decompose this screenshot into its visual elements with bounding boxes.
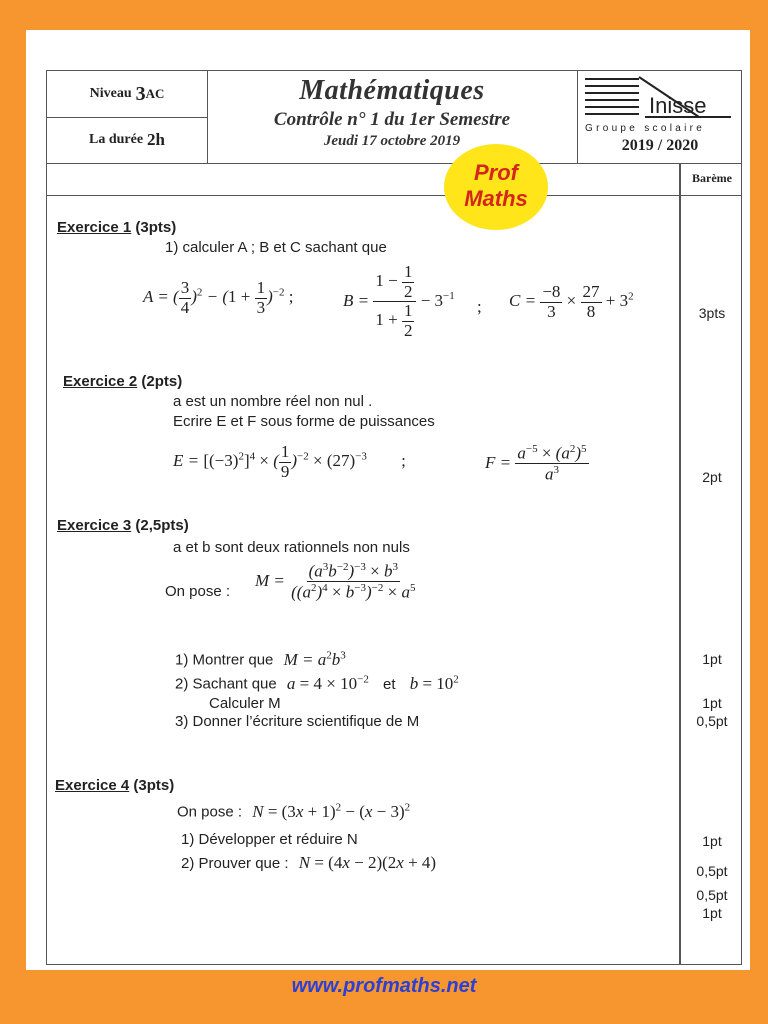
school-logo-icon <box>581 73 739 137</box>
prof-maths-badge <box>444 144 548 230</box>
formula-C: C = $\frac{-8}{3}$ × $\frac{27}{8}$ + $3^2$ <box>509 282 634 321</box>
exercise-3-q3: 3) Donner l’écriture scientifique de M <box>175 713 420 730</box>
exercise-1-name: Exercice 1 <box>57 219 132 236</box>
niveau-value: 3 <box>135 82 146 105</box>
bareme-ex4-q2: 0,5pt <box>696 863 728 879</box>
exercise-4-name: Exercice 4 <box>55 777 130 794</box>
exercise-3-title <box>57 517 189 534</box>
school-year: 2019 / 2020 <box>621 137 699 154</box>
bareme-header: Barème <box>692 171 732 185</box>
exam-date: Jeudi 17 octobre 2019 <box>323 133 461 149</box>
formula-F: F = $\frac{a^{-5} \times (a^2)^5}{a^3}$ <box>485 443 587 484</box>
subheader-row <box>47 163 741 196</box>
exercise-4-points: (3pts) <box>133 777 175 794</box>
header-row <box>47 71 741 164</box>
exercise-4-q2-text: 2) Prouver que : <box>181 855 289 872</box>
exercise-3-q2-text: 2) Sachant que <box>175 675 277 693</box>
bareme-ex4-q3: 0,5pt <box>696 887 728 903</box>
exam-title: Contrôle n° 1 du 1er Semestre <box>273 109 511 130</box>
exercise-4-pose-text: On pose : <box>177 803 243 821</box>
bareme-ex4-q4: 1pt <box>702 905 722 921</box>
exercise-4-pose: On pose : $N = (3x + 1)^2 - (x - 3)^2$ <box>177 801 411 821</box>
formula-E: $E = [(-3)^2]^4$ × ( $\frac{1}{9}$ )$^{-2} \times (27)^{-3}$ ; <box>173 442 406 481</box>
exercise-3-name: Exercice 3 <box>57 517 132 534</box>
bareme-ex3-q2: 1pt <box>702 695 722 711</box>
badge-line1: Prof <box>474 160 518 185</box>
exercise-4-q1: 1) Développer et réduire N <box>181 831 358 848</box>
duree-cell <box>47 117 208 163</box>
exercise-3-pose: On pose : <box>165 583 231 600</box>
exercise-3-line1: a et b sont deux rationnels non nuls <box>173 539 410 556</box>
exercise-3-q1-text: 1) Montrer que <box>175 651 274 669</box>
formula-A: A = ( $\frac{3}{4}$ )$^2$ − (1 + $\frac{1}{3}$ )$^{-2}$ ; <box>143 278 294 317</box>
exercise-3-q2b: Calculer M <box>209 695 281 712</box>
bareme-ex1: 3pts <box>698 305 726 321</box>
exam-sheet <box>26 30 750 970</box>
footer-link[interactable]: www.profmaths.net <box>291 975 477 997</box>
bareme-ex3-q1: 1pt <box>702 651 722 667</box>
exercise-3-q2: 2) Sachant que $a = 4 \times 10^{-2}$ et $b = 10^2$ <box>175 673 459 693</box>
bareme-ex2: 2pt <box>702 469 722 485</box>
exercise-1-points: (3pts) <box>135 219 177 236</box>
exercise-3-q1: 1) Montrer que $M = a^2b^3$ <box>175 649 346 669</box>
school-logo-cell <box>577 71 743 163</box>
exercise-4-q2: 2) Prouver que : N = (4x − 2)(2x + 4) <box>181 853 437 872</box>
exercise-2-title <box>63 373 182 390</box>
exercise-2-line1: a est un nombre réel non nul . <box>173 393 373 410</box>
exercise-1-instruction: 1) calculer A ; B et C sachant que <box>165 239 387 256</box>
niveau-label: Niveau <box>89 86 132 101</box>
badge-line2: Maths <box>464 186 528 211</box>
niveau-cell <box>47 71 208 118</box>
exercise-3-points: (2,5pts) <box>135 517 189 534</box>
formula-B: B = 1 − $\frac{1}{2}$ 1 + $\frac{1}{2}$ − $3^{-1}$ <box>343 262 455 341</box>
bareme-ex4-q1: 1pt <box>702 833 722 849</box>
niveau-suffix: AC <box>145 86 165 101</box>
subject-title: Mathématiques <box>299 75 485 106</box>
school-name: Inisse <box>649 93 707 118</box>
exercise-2-points: (2pts) <box>141 373 183 390</box>
exercise-2-name: Exercice 2 <box>63 373 138 390</box>
duree-label: La durée <box>88 132 144 147</box>
exam-frame <box>46 70 742 965</box>
exercise-4-title <box>55 777 174 794</box>
formula-separator: ; <box>477 297 482 316</box>
bareme-ex3-q3: 0,5pt <box>696 713 728 729</box>
exercise-2-line2: Ecrire E et F sous forme de puissances <box>173 413 435 430</box>
formula-M: M = $\frac{(a^3b^{-2})^{-3} \times b^3}{((a^2)^4 \times b^{-3})^{-2} \times a^5}$ <box>255 561 416 602</box>
duree-value: 2h <box>147 130 166 149</box>
school-sub: Groupe scolaire <box>585 123 706 134</box>
exercise-1-title <box>57 219 176 236</box>
